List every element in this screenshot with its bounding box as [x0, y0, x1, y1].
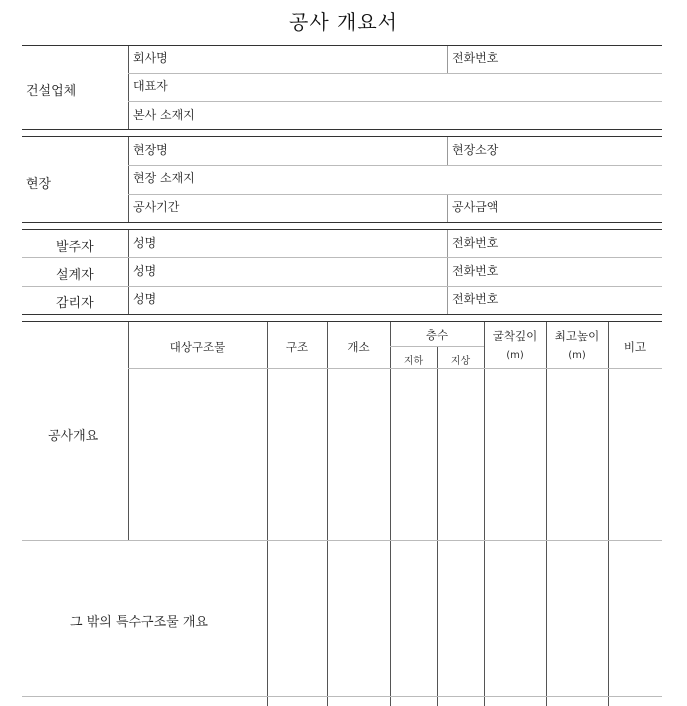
section-bottom-border [22, 129, 662, 130]
section-bottom-border [22, 222, 662, 223]
max-height-header: 최고높이 [554, 329, 600, 343]
client-phone-label: 전화번호 [452, 236, 499, 250]
supervisor-role-label: 감리자 [56, 296, 94, 311]
section-top-border [22, 229, 662, 230]
designer-phone-label: 전화번호 [452, 264, 499, 278]
overview-section-label: 공사개요 [48, 429, 99, 444]
row-divider [22, 257, 662, 258]
row-divider [22, 286, 662, 287]
designer-role-label: 설계자 [56, 268, 94, 283]
document-title: 공사 개요서 [289, 10, 398, 34]
count-header: 개소 [347, 340, 370, 354]
phone-divider [447, 230, 448, 314]
contractor-section-label: 건설업체 [26, 84, 77, 99]
site-name-label: 현장명 [133, 143, 168, 157]
column-divider [437, 346, 438, 706]
floors-header: 층수 [425, 328, 449, 342]
site-section-label: 현장 [26, 177, 52, 192]
company-phone-label: 전화번호 [452, 51, 499, 65]
label-column-divider [128, 46, 129, 130]
excavation-unit: (m) [506, 350, 524, 361]
row-divider [22, 696, 662, 697]
section-top-border [22, 321, 662, 322]
designer-name-label: 성명 [133, 264, 157, 278]
note-header: 비고 [623, 340, 647, 354]
basement-header: 지하 [403, 356, 424, 367]
row-divider [128, 194, 662, 195]
amount-divider [447, 194, 448, 222]
special-structure-label: 그 밖의 특수구조물 개요 [70, 615, 208, 630]
row-divider [128, 101, 662, 102]
supervisor-name-label: 성명 [133, 292, 157, 306]
column-divider [484, 322, 485, 706]
company-name-label: 회사명 [133, 51, 168, 65]
row-divider [22, 540, 662, 541]
head-office-label: 본사 소재지 [133, 108, 195, 122]
site-manager-divider [447, 137, 448, 165]
label-column-divider [128, 137, 129, 222]
client-role-label: 발주자 [56, 240, 94, 255]
client-name-label: 성명 [133, 236, 157, 250]
site-manager-label: 현장소장 [452, 143, 499, 157]
floors-subheader-divider [390, 346, 484, 347]
period-label: 공사기간 [133, 200, 180, 214]
section-top-border [22, 136, 662, 137]
header-bottom-border [128, 368, 662, 369]
column-divider [390, 322, 391, 706]
column-divider [608, 322, 609, 706]
column-divider [267, 322, 268, 706]
column-divider [327, 322, 328, 706]
label-column-divider [128, 230, 129, 314]
site-location-label: 현장 소재지 [133, 171, 195, 185]
structure-header: 구조 [285, 340, 309, 354]
amount-label: 공사금액 [452, 200, 499, 214]
section-bottom-border [22, 314, 662, 315]
ground-header: 지상 [450, 356, 471, 367]
phone-divider [447, 46, 448, 73]
row-divider [128, 165, 662, 166]
target-structure-header: 대상구조물 [169, 340, 226, 354]
supervisor-phone-label: 전화번호 [452, 292, 499, 306]
column-divider [546, 322, 547, 706]
representative-label: 대표자 [133, 79, 168, 93]
section-top-border [22, 45, 662, 46]
row-divider [128, 73, 662, 74]
max-height-unit: (m) [568, 350, 586, 361]
excavation-header: 굴착깊이 [492, 329, 538, 343]
